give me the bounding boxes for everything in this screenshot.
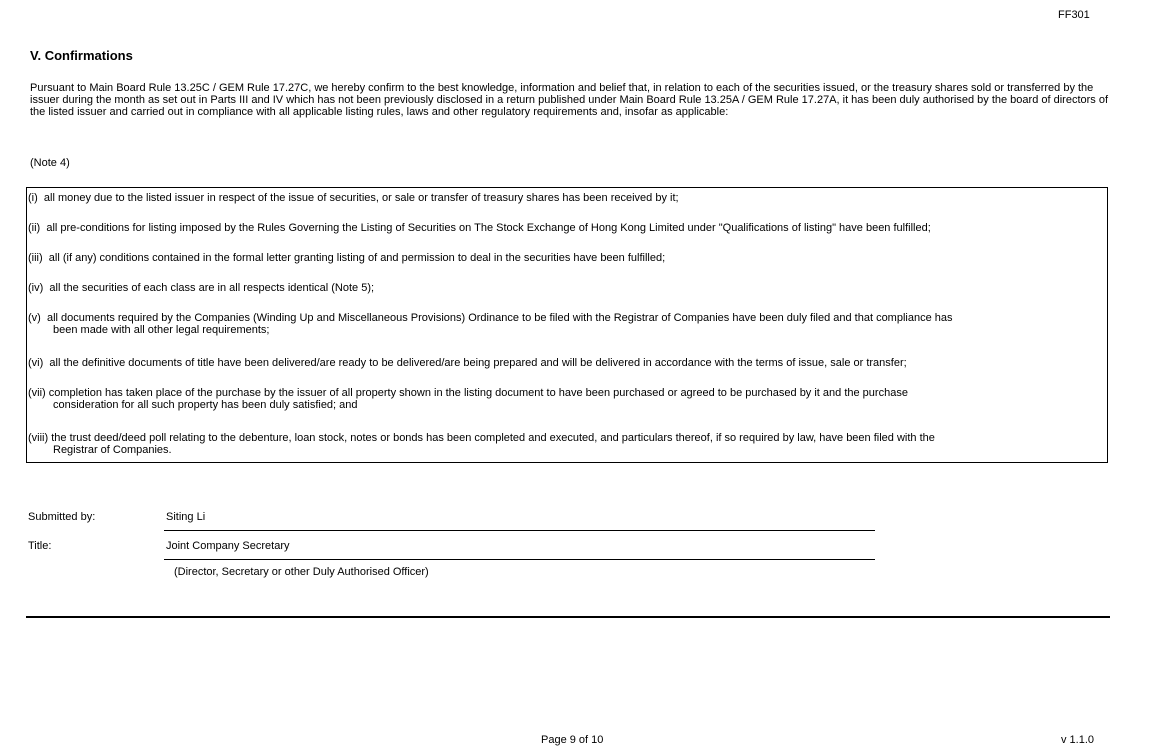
confirmation-text: all the definitive documents of title have been delivered/are ready to be delivered/are being prepared and will be delivered in accordance with the terms of issue, sale or transfer; (49, 357, 907, 369)
confirmations-box (26, 187, 1108, 463)
confirmation-number: (iii) (28, 252, 43, 264)
form-code: FF301 (1058, 9, 1090, 21)
confirmation-text: all documents required by the Companies (Winding Up and Miscellaneous Provisions) Ordinance to be filed with the Registrar of Companies have been duly filed and that compliance has (46, 312, 953, 324)
confirmation-item (28, 312, 1104, 336)
confirmation-number: (vi) (28, 357, 44, 369)
confirmation-item (28, 222, 1104, 234)
confirmation-number: (vii) (28, 387, 46, 399)
page-number: Page 9 of 10 (541, 734, 604, 746)
confirmation-number: (iv) (28, 282, 44, 294)
submitted-by-value: Siting Li (166, 511, 206, 523)
confirmation-number: (ii) (28, 222, 41, 234)
note-reference: (Note 4) (30, 157, 70, 169)
confirmation-item (28, 357, 1104, 369)
confirmation-number: (viii) (28, 432, 49, 444)
confirmation-number: (v) (28, 312, 41, 324)
confirmation-text: the trust deed/deed poll relating to the debenture, loan stock, notes or bonds has been completed and executed, and particulars thereof, if so required by law, have been filed with the (51, 432, 935, 444)
submitted-by-line (164, 530, 875, 531)
confirmation-text: all (if any) conditions contained in the formal letter granting listing of and permission to deal in the securities have been fulfilled; (48, 252, 666, 264)
section-title: V. Confirmations (30, 48, 133, 63)
confirmation-continuation: consideration for all such property has been duly satisfied; and (53, 399, 358, 411)
confirmation-text: all pre-conditions for listing imposed by the Rules Governing the Listing of Securities on The Stock Exchange of Hong Kong Limited under "Qualifications of listing" have been fulfilled; (46, 222, 931, 234)
confirmation-number: (i) (28, 192, 38, 204)
intro-paragraph: Pursuant to Main Board Rule 13.25C / GEM Rule 17.27C, we hereby confirm to the best knowledge, information and belief that, in relation to each of the securities issued, or the treasury shares sold or transferred by the issuer during the month as set out in Parts III and IV which has not been previously disclosed in a return published under Main Board Rule 13.25A / GEM Rule 17.27A, it has been duly authorised by the board of directors of the listed issuer and carried out in compliance with all applicable listing rules, laws and other regulatory requirements and, insofar as applicable: (30, 82, 1109, 118)
confirmation-continuation: Registrar of Companies. (53, 444, 172, 456)
confirmation-text: all money due to the listed issuer in respect of the issue of securities, or sale or transfer of treasury shares has been received by it; (43, 192, 679, 204)
submitted-by-label: Submitted by: (28, 511, 96, 523)
signatory-caption: (Director, Secretary or other Duly Authorised Officer) (174, 566, 429, 578)
confirmation-item (28, 432, 1104, 456)
title-line (164, 559, 875, 560)
confirmation-text: completion has taken place of the purchase by the issuer of all property shown in the listing document to have been purchased or agreed to be purchased by it and the purchase (48, 387, 908, 399)
title-label: Title: (28, 540, 52, 552)
confirmation-item (28, 192, 1104, 204)
confirmation-item (28, 387, 1104, 411)
confirmation-item (28, 282, 1104, 294)
confirmation-continuation: been made with all other legal requirements; (53, 324, 270, 336)
confirmation-item (28, 252, 1104, 264)
version-label: v 1.1.0 (1061, 734, 1095, 746)
section-divider (26, 616, 1110, 618)
title-value: Joint Company Secretary (166, 540, 290, 552)
confirmation-text: all the securities of each class are in all respects identical (Note 5); (49, 282, 375, 294)
